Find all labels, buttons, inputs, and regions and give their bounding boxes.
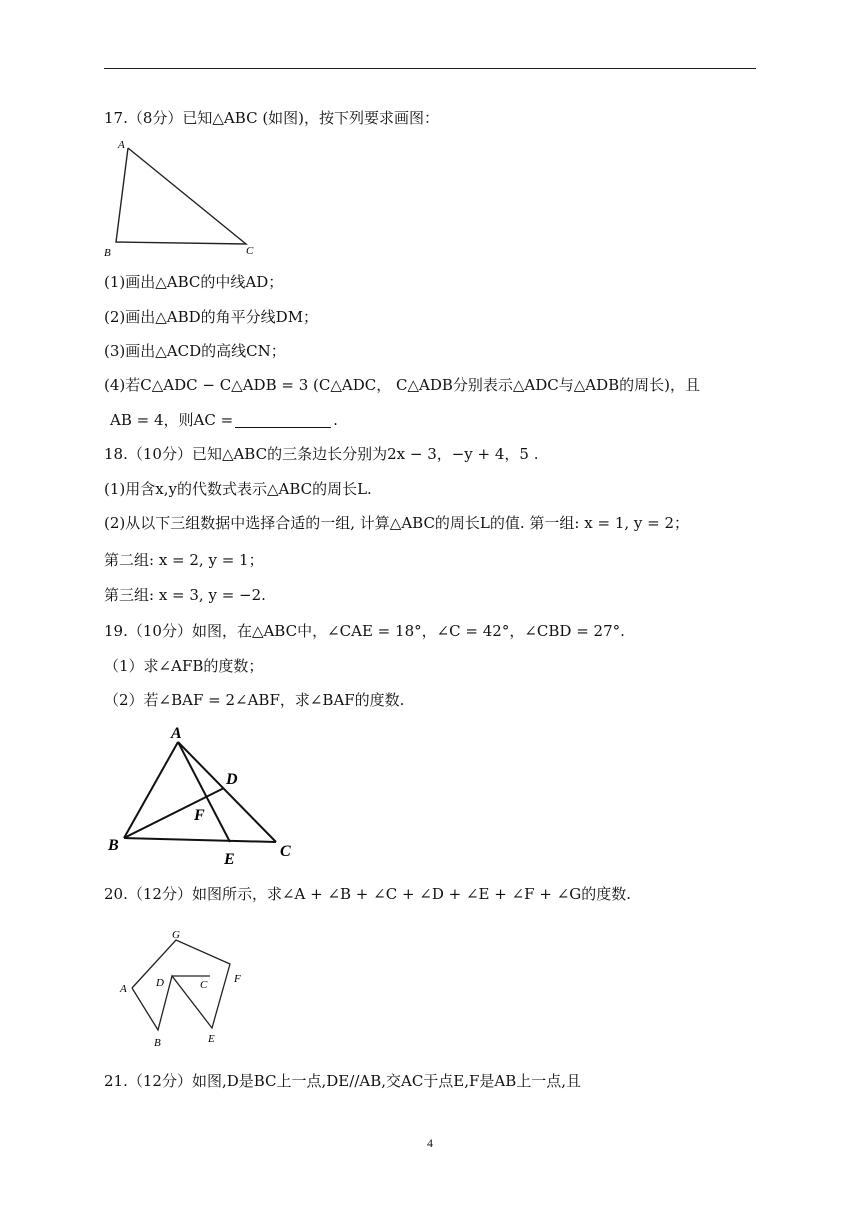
page-number: 4	[427, 1136, 433, 1150]
q18-part1: (1)用含x,y的代数式表示△ABC的周长L.	[104, 480, 372, 498]
q19-label-b: B	[108, 837, 119, 854]
q18-title: 18.（10分）已知△ABC的三条边长分别为2x − 3，−y + 4，5 .	[104, 445, 539, 463]
q20-star-figure	[112, 924, 252, 1050]
q19-title: 19.（10分）如图，在△ABC中，∠CAE = 18°，∠C = 42°，∠CBD = 27°.	[104, 622, 625, 640]
q20-label-g: G	[172, 929, 180, 941]
q20-label-a: A	[120, 983, 127, 995]
q19-part2: （2）若∠BAF = 2∠ABF，求∠BAF的度数.	[104, 691, 405, 709]
q21-title: 21.（12分）如图,D是BC上一点,DE//AB,交AC于点E,F是AB上一点,且	[104, 1072, 582, 1090]
q17-part4-period: .	[333, 411, 338, 429]
q20-title: 20.（12分）如图所示，求∠A + ∠B + ∠C + ∠D + ∠E + ∠F + ∠G的度数.	[104, 885, 632, 903]
q17-part4-prompt: AB = 4，则AC =	[110, 411, 234, 429]
q17-part3: (3)画出△ACD的高线CN；	[104, 342, 286, 360]
q17-title: 17.（8分）已知△ABC (如图)，按下列要求画图：	[104, 109, 440, 127]
q17-part2: (2)画出△ABD的角平分线DM；	[104, 308, 319, 326]
q17-part1: (1)画出△ABC的中线AD；	[104, 273, 284, 291]
q20-label-b: B	[154, 1037, 161, 1049]
q20-label-e: E	[208, 1033, 215, 1045]
q18-part4: 第三组: x = 3, y = −2.	[104, 586, 266, 604]
q19-label-d: D	[226, 771, 238, 788]
q17-triangle-figure	[100, 136, 270, 260]
q20-label-f: F	[234, 973, 241, 985]
q17-part4: (4)若C△ADC − C△ADB = 3 (C△ADC， C△ADB分别表示△ADC与△ADB的周长)，且	[104, 376, 701, 394]
q19-part1: （1）求∠AFB的度数；	[104, 657, 264, 675]
q19-label-f: F	[194, 807, 205, 824]
q19-triangle-figure	[104, 722, 304, 864]
q20-label-c: C	[200, 979, 208, 991]
q18-part3: 第二组: x = 2, y = 1；	[104, 551, 264, 569]
q17-label-b: B	[104, 247, 111, 259]
q17-part4-answer-line	[110, 410, 338, 430]
q19-label-a: A	[171, 725, 182, 742]
q18-part2: (2)从以下三组数据中选择合适的一组, 计算△ABC的周长L的值. 第一组: x = 1, y = 2；	[104, 514, 690, 532]
q20-label-d: D	[156, 977, 164, 989]
q19-label-c: C	[280, 843, 291, 860]
header-rule	[104, 68, 756, 69]
q17-triangle-abc	[116, 148, 246, 244]
answer-blank	[235, 413, 331, 428]
q19-label-e: E	[224, 851, 235, 864]
q17-label-a: A	[118, 139, 125, 151]
q17-label-c: C	[246, 245, 254, 257]
